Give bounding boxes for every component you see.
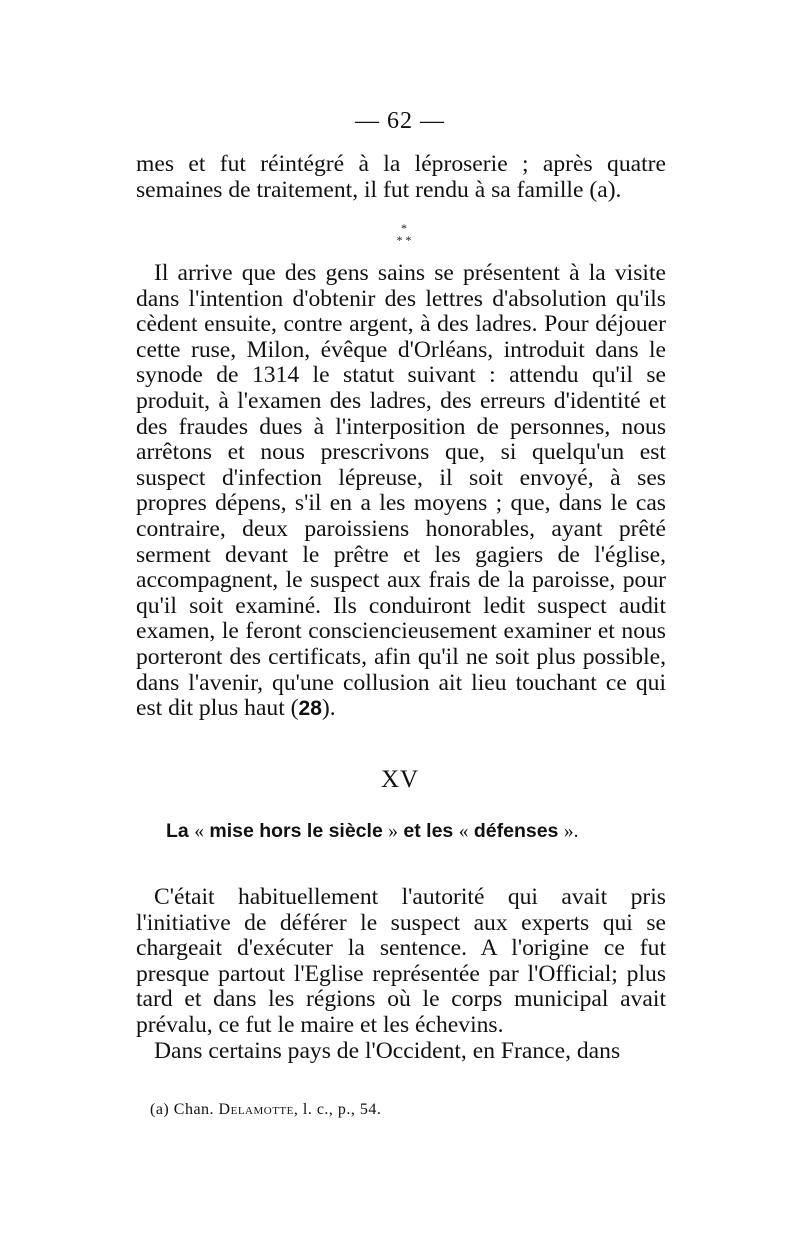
quote-close-1: » <box>388 821 398 842</box>
asterism-top: * <box>401 221 407 235</box>
subtitle-part-c: et les <box>403 820 454 842</box>
footnote-mark: (a) <box>150 1101 170 1118</box>
subtitle-part-b: mise hors le siècle <box>209 820 383 842</box>
paragraph-2 <box>136 261 666 722</box>
reference-number: 28 <box>298 697 322 721</box>
quote-open-2: « <box>458 821 469 842</box>
paragraph-2-body: Il arrive que des gens sains se présentent à la visite dans l'intention d'obtenir des lettres d'absolution qu'ils cèdent ensuite, contre argent, à des ladres. Pour déjouer cette ruse, Milon, évêque d'Orléans, introduit dans le synode de 1314 le statut suivant : attendu qu'il se produit, à l'examen des ladres, des erreurs d'identité et des fraudes dues à l'interposition de personnes, nous arrêtons et nous prescrivons que, si quelqu'un est suspect d'infection lépreuse, il soit envoyé, à ses propres dépens, s'il en a les moyens ; que, dans le cas contraire, deux paroissiens honorables, ayant prêté serment devant le prêtre et les gagiers de l'église, accompagnent, le suspect aux frais de la paroisse, pour qu'il soit examiné. Ils conduiront ledit suspect audit examen, le feront consciencieusement examiner et nous porteront des certificats, afin qu'il ne soit plus possible, dans l'avenir, qu'une collusion ait lieu touchant ce qui est dit plus haut ( <box>136 260 666 722</box>
subtitle-part-d: défenses <box>473 820 559 842</box>
paragraph-3-text: C'était habituellement l'autorité qui avait pris l'initiative de déférer le suspect aux experts qui se chargeait d'exécuter la sentence. A l'origine ce fut presque partout l'Eglise représentée par l'Official; plus tard et dans les régions où le corps municipal avait prévalu, ce fut le maire et les échevins. <box>136 884 666 1038</box>
chapter-subtitle <box>166 820 656 843</box>
subtitle-part-a: La <box>166 820 189 842</box>
footnote <box>150 1101 650 1119</box>
chapter-heading: XV <box>380 766 420 793</box>
footnote-text-a: Chan. <box>169 1101 219 1118</box>
paragraph-1 <box>136 152 666 203</box>
paragraph-4-text: Dans certains pays de l'Occident, en France, dans <box>154 1037 621 1064</box>
asterism-divider <box>380 222 428 254</box>
paragraph-1-text: mes et fut réintégré à la léproserie ; après quatre semaines de traitement, il fut rendu à sa famille (a). <box>136 151 666 203</box>
footnote-author: Delamotte <box>218 1101 294 1118</box>
paragraph-3-block <box>136 885 666 1064</box>
quote-close-2: ». <box>563 821 579 842</box>
paragraph-2-end: ). <box>321 695 336 722</box>
footnote-text-b: , l. c., p., 54. <box>293 1101 382 1118</box>
asterism-bottom: * * <box>396 233 412 247</box>
paragraph-2-text <box>136 261 666 722</box>
page-number: — 62 — <box>355 108 445 134</box>
quote-open-1: « <box>194 821 204 842</box>
